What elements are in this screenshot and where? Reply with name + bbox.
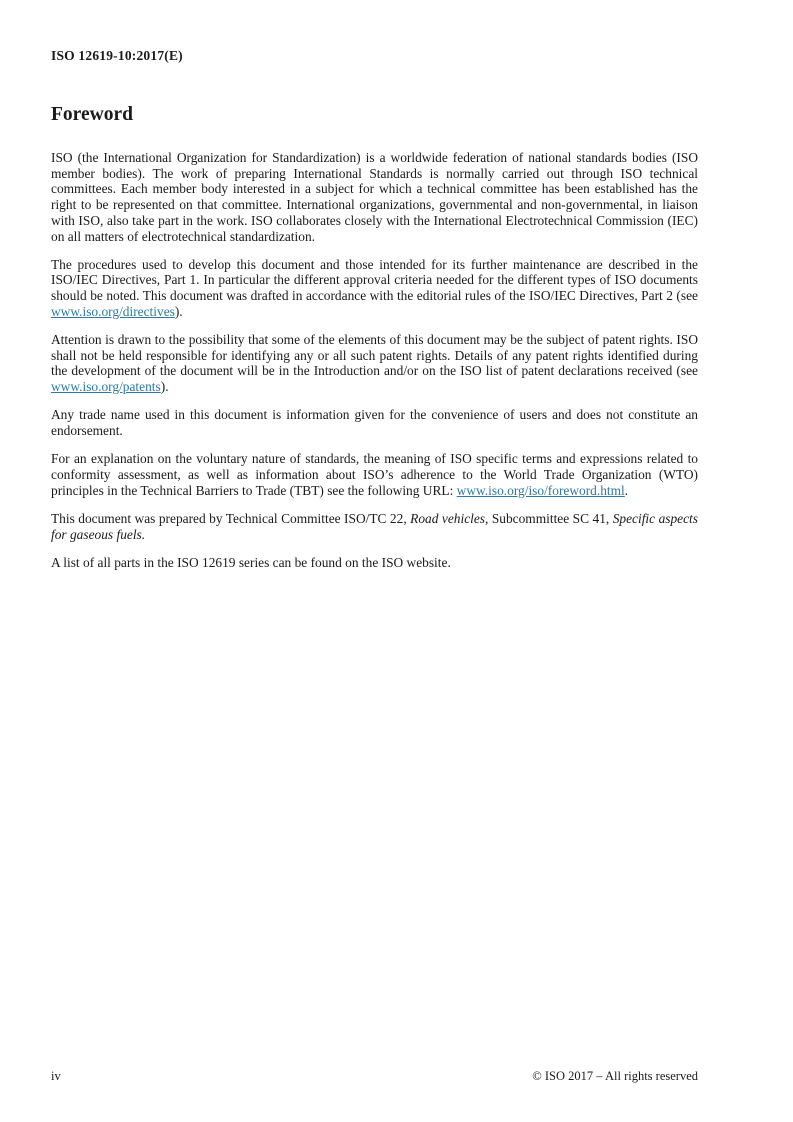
paragraph <box>51 511 698 542</box>
text-run: The procedures used to develop this document and those intended for its further maintenance are described in the ISO/IEC Directives, Part 1. In particular the different approval criteria needed for the different types of ISO documents should be noted. This document was drafted in accordance with the editorial rules of the ISO/IEC Directives, Part 2 (see <box>51 256 698 304</box>
page-number: iv <box>51 1069 61 1083</box>
page-footer <box>51 1069 698 1084</box>
page-title: Foreword <box>51 104 133 125</box>
paragraph <box>51 332 698 395</box>
text-run: Attention is drawn to the possibility that some of the elements of this document may be the subject of patent rights. ISO shall not be held responsible for identifying any or all such patent rights. Details of any patent rights identified during the development of the document will be in the Introduction and/or on the ISO list of patent declarations received (see <box>51 332 698 379</box>
italic-text: Road vehicles <box>410 510 486 526</box>
text-run: A list of all parts in the ISO 12619 series can be found on the ISO website. <box>51 554 451 570</box>
document-body <box>51 150 698 570</box>
hyperlink[interactable]: www.iso.org/iso/foreword.html <box>456 482 625 498</box>
copyright-notice: © ISO 2017 – All rights reserved <box>532 1069 698 1083</box>
page-content <box>51 48 698 583</box>
text-run: . <box>624 482 629 498</box>
text-run: This document was prepared by Technical Committee ISO/TC 22, <box>51 510 411 526</box>
text-run: ). <box>160 379 169 395</box>
paragraph <box>51 555 698 571</box>
paragraph <box>51 407 698 438</box>
text-run: Any trade name used in this document is information given for the convenience of users and does not constitute an endorsement. <box>51 407 698 439</box>
paragraph <box>51 451 698 498</box>
italic-text: Specific aspects for gaseous fuels. <box>51 510 698 542</box>
paragraph <box>51 257 698 320</box>
hyperlink[interactable]: www.iso.org/patents <box>51 379 161 395</box>
document-identifier: ISO 12619-10:2017(E) <box>51 48 183 63</box>
paragraph <box>51 150 698 244</box>
hyperlink[interactable]: www.iso.org/directives <box>51 303 175 319</box>
text-run: ). <box>174 303 183 319</box>
text-run: , Subcommittee SC 41, <box>485 510 613 526</box>
text-run: For an explanation on the voluntary nature of standards, the meaning of ISO specific terms and expressions related to conformity assessment, as well as information about ISO’s adherence to the World Trade Organization (WTO) principles in the Technical Barriers to Trade (TBT) see the following URL: <box>51 451 698 498</box>
text-run: ISO (the International Organization for Standardization) is a worldwide federation of national standards bodies (ISO member bodies). The work of preparing International Standards is normally carried out through ISO technical committees. Each member body interested in a subject for which a technical committee has been established has the right to be represented on that committee. International organizations, governmental and non-governmental, in liaison with ISO, also take part in the work. ISO collaborates closely with the International Electrotechnical Commission (IEC) on all matters of electrotechnical standardization. <box>51 150 698 244</box>
